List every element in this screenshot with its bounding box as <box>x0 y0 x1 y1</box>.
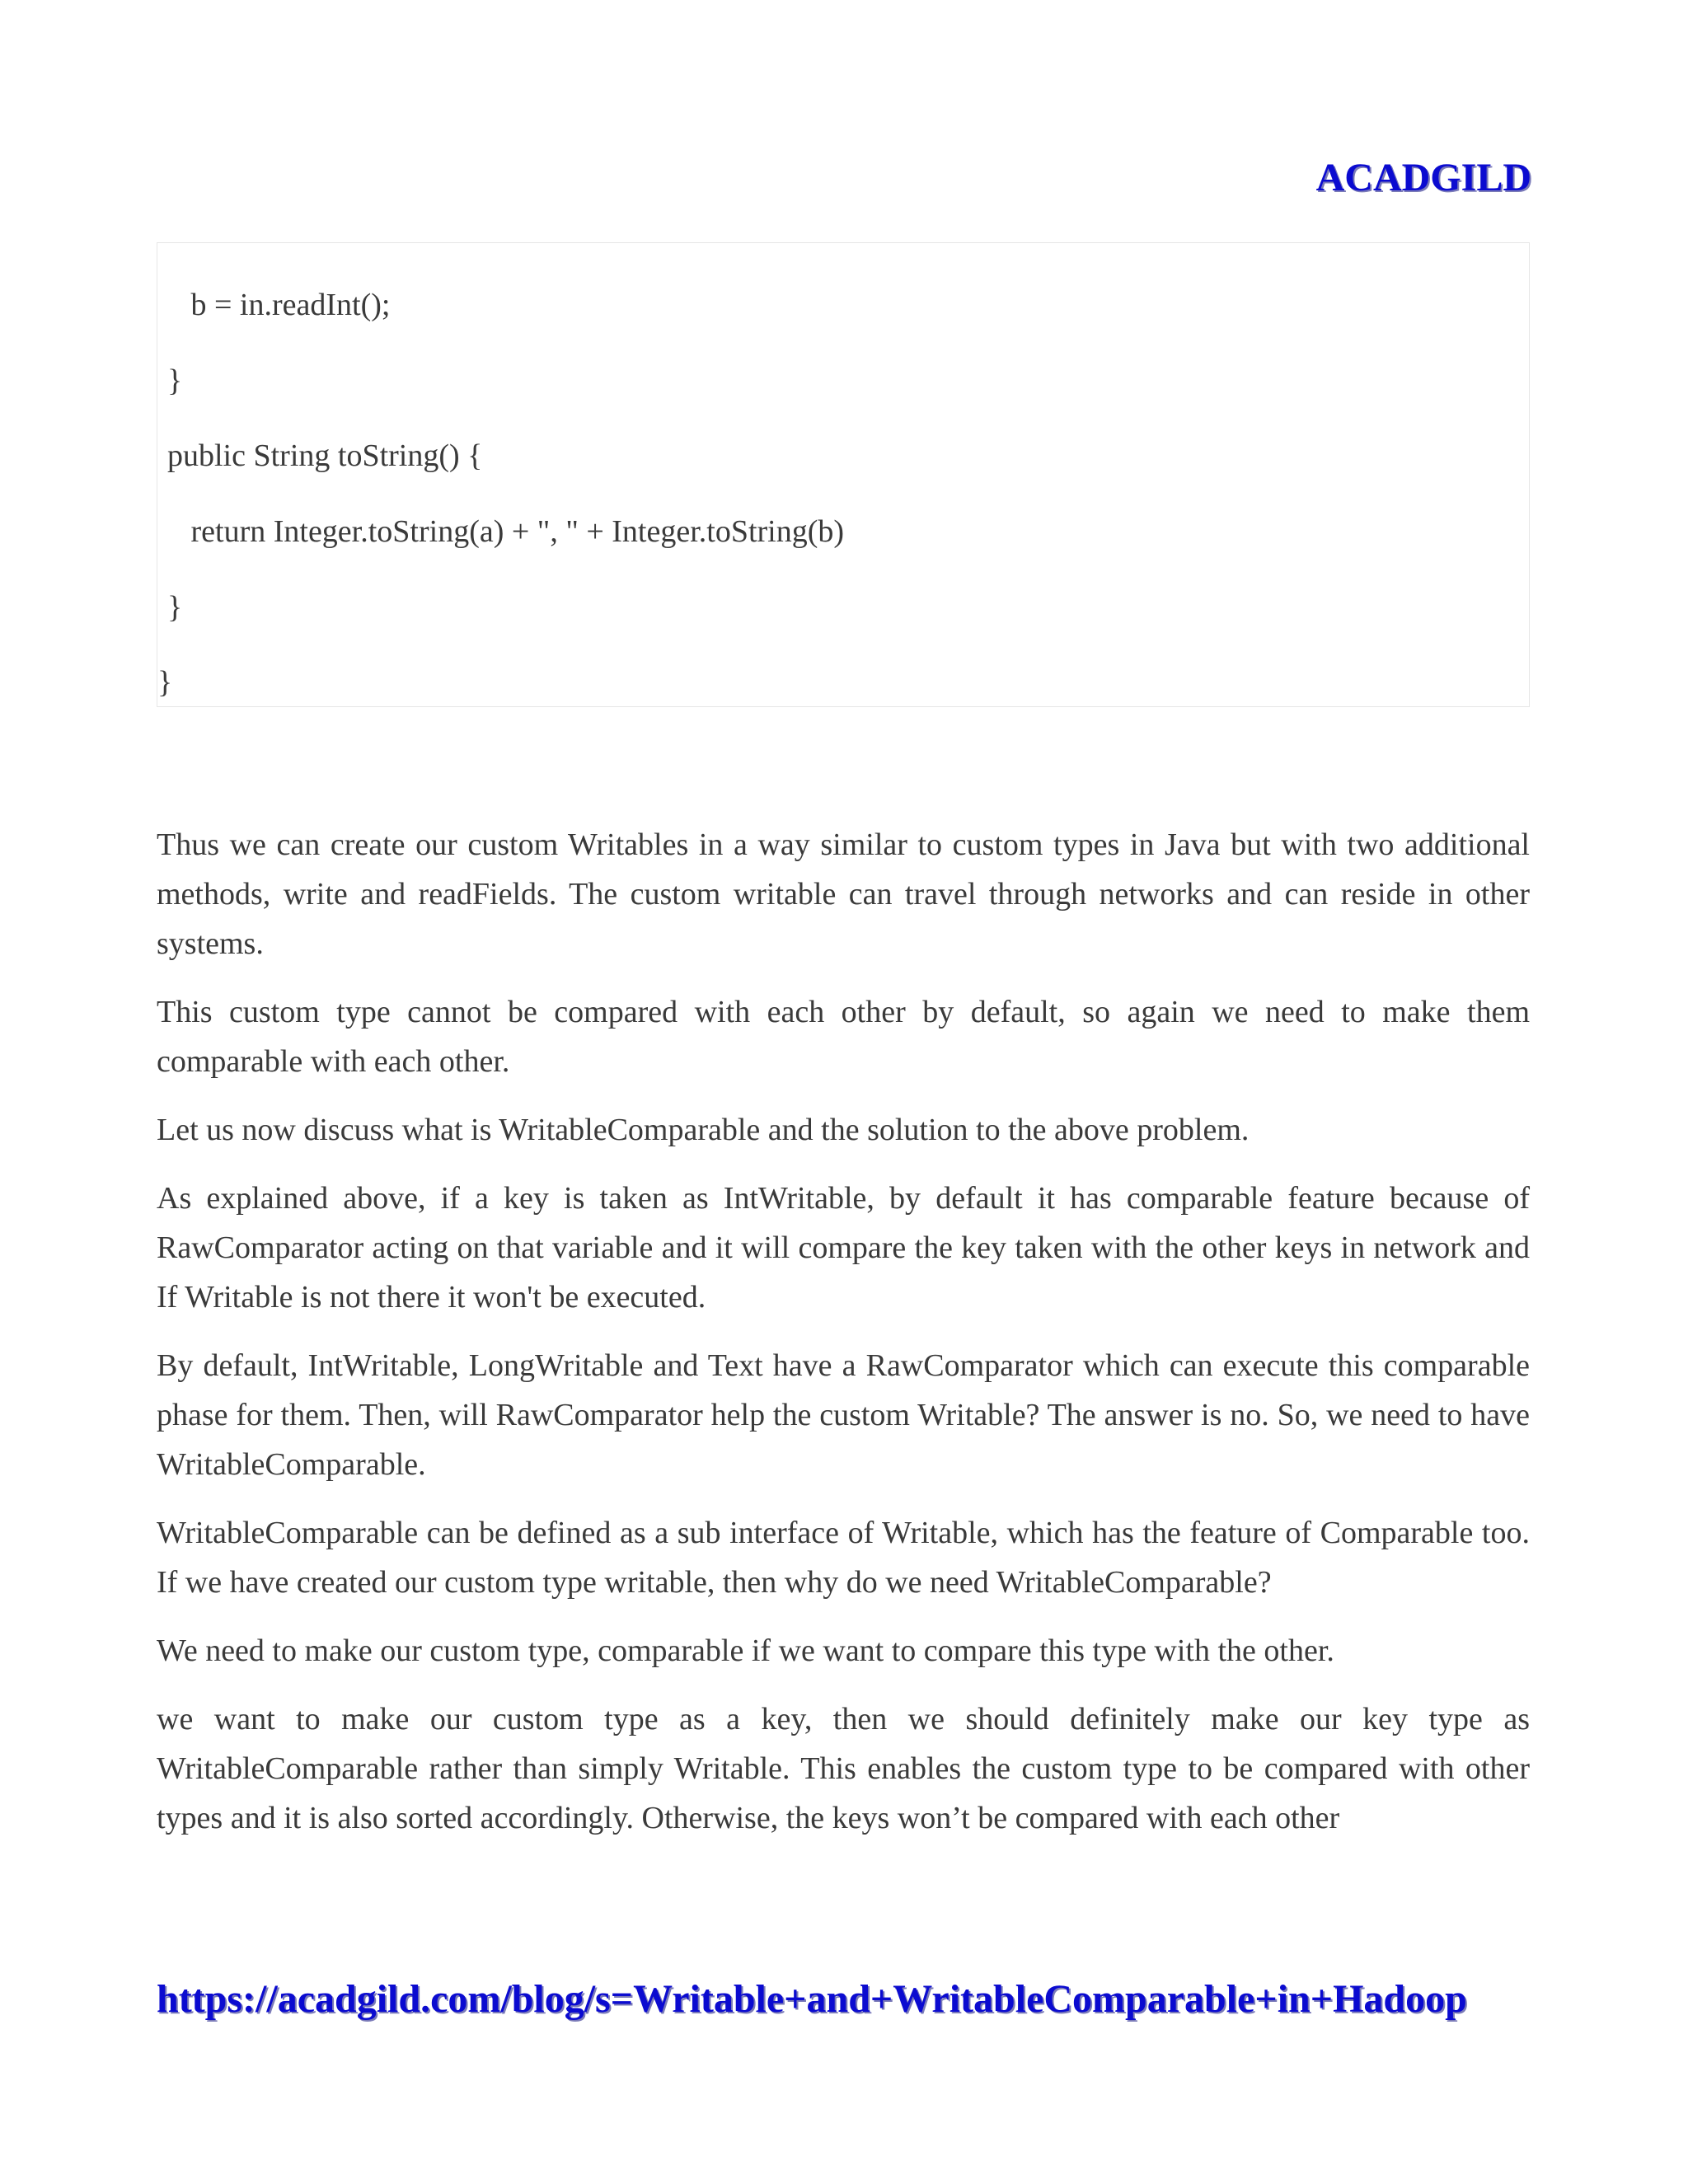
code-line: b = in.readInt(); <box>167 288 391 322</box>
paragraph: Let us now discuss what is WritableComparable and the solution to the above problem. <box>157 1113 1250 1147</box>
code-block <box>157 242 1530 707</box>
article-body <box>157 820 1530 1862</box>
code-line: } <box>167 590 183 625</box>
paragraph: As explained above, if a key is taken as IntWritable, by default it has comparable feature because of RawComparator acting on that variable and it will compare the key taken with the other keys in network and If Writable is not there it won't be executed. <box>157 1181 1530 1315</box>
code-line: return Integer.toString(a) + ", " + Integer.toString(b) <box>167 514 845 549</box>
code-line: } <box>157 665 173 700</box>
paragraph: Thus we can create our custom Writables in a way similar to custom types in Java but with two additional methods, write and readFields. The custom writable can travel through networks and can reside in other systems. <box>157 827 1530 961</box>
code-line: public String toString() { <box>167 438 483 473</box>
code-line: } <box>167 363 183 398</box>
paragraph: This custom type cannot be compared with each other by default, so again we need to make them comparable with each other. <box>157 995 1530 1079</box>
footer-url-link[interactable]: https://acadgild.com/blog/s=Writable+and+WritableComparable+in+Hadoop <box>157 1977 1467 2021</box>
paragraph: We need to make our custom type, comparable if we want to compare this type with the other. <box>157 1633 1334 1668</box>
paragraph: we want to make our custom type as a key, then we should definitely make our key type as WritableComparable rather than simply Writable. This enables the custom type to be compared with other types and it is also sorted accordingly. Otherwise, the keys won’t be compared with each other <box>157 1702 1530 1835</box>
paragraph: By default, IntWritable, LongWritable and Text have a RawComparator which can execute this comparable phase for them. Then, will RawComparator help the custom Writable? The answer is no. So, we need to have WritableComparable. <box>157 1348 1530 1482</box>
brand-logo-text: ACADGILD <box>1315 156 1531 199</box>
paragraph: WritableComparable can be defined as a sub interface of Writable, which has the feature of Comparable too. If we have created our custom type writable, then why do we need WritableComparable? <box>157 1516 1530 1600</box>
